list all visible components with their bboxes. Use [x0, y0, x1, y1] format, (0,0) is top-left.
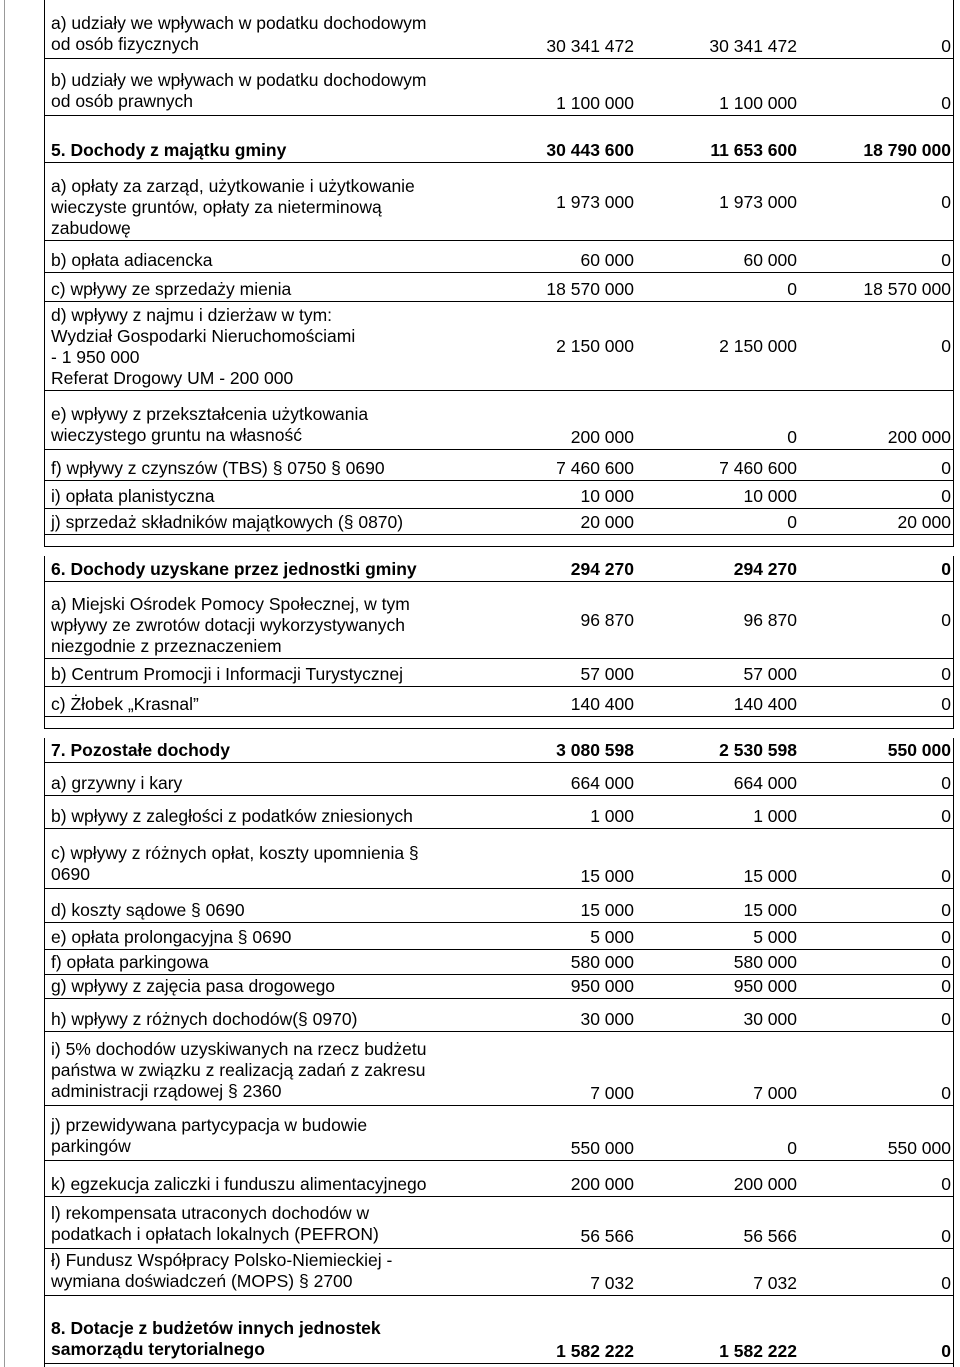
- row-label: [51, 458, 481, 479]
- column-rule-left-bottom: [44, 738, 45, 1367]
- row-label-line: l) rekompensata utraconych dochodów w: [51, 1203, 370, 1223]
- row-underline: [44, 58, 954, 59]
- current-value: 0: [787, 279, 797, 299]
- current-value: 7 460 600: [719, 458, 797, 478]
- current-value: 96 870: [743, 610, 797, 630]
- row-underline: [44, 1248, 954, 1249]
- property-value: 200 000: [887, 427, 951, 447]
- row-underline: [44, 508, 954, 509]
- row-label: [51, 13, 481, 55]
- row-label-line: parkingów: [51, 1136, 131, 1156]
- row-label: [51, 773, 481, 794]
- row-label-line: niezgodnie z przeznaczeniem: [51, 636, 282, 656]
- row-label-line: f) wpływy z czynszów (TBS) § 0750 § 0690: [51, 458, 385, 478]
- plan-value: 30 341 472: [546, 36, 634, 56]
- current-value: 30 000: [743, 1009, 797, 1029]
- row-label-line: i) 5% dochodów uzyskiwanych na rzecz budżetu: [51, 1039, 427, 1059]
- plan-value: 96 870: [580, 610, 634, 630]
- row-label: [51, 1039, 481, 1102]
- row-label-line: b) Centrum Promocji i Informacji Turystycznej: [51, 664, 404, 684]
- row-label: [51, 404, 481, 446]
- row-label: [51, 512, 481, 533]
- row-label-line: państwa w związku z realizacją zadań z zakresu: [51, 1060, 426, 1080]
- plan-value: 10 000: [580, 486, 634, 506]
- row-label-line: k) egzekucja zaliczki i funduszu alimentacyjnego: [51, 1174, 427, 1194]
- row-underline: [44, 686, 954, 687]
- row-label-line: f) opłata parkingowa: [51, 952, 209, 972]
- row-label-line: Referat Drogowy UM - 200 000: [51, 368, 294, 388]
- row-label: [51, 976, 481, 997]
- row-label-line: wymiana doświadczeń (MOPS) § 2700: [51, 1271, 353, 1291]
- row-underline: [44, 272, 954, 273]
- row-label-line: podatkach i opłatach lokalnych (PEFRON): [51, 1224, 379, 1244]
- row-underline: [44, 658, 954, 659]
- property-value: 0: [941, 486, 951, 506]
- row-underline: [44, 922, 954, 923]
- section-separator: [44, 546, 954, 547]
- property-value: 0: [941, 1273, 951, 1293]
- current-value: 56 566: [743, 1226, 797, 1246]
- current-value: 11 653 600: [710, 140, 797, 160]
- row-label-line: e) opłata prolongacyjna § 0690: [51, 927, 292, 947]
- plan-value: 664 000: [570, 773, 634, 793]
- row-underline: [44, 888, 954, 889]
- property-value: 0: [941, 976, 951, 996]
- row-label-line: a) opłaty za zarząd, użytkowanie i użytkowanie: [51, 176, 415, 196]
- row-label-line: c) Żłobek „Krasnal”: [51, 694, 199, 714]
- property-value: 20 000: [897, 512, 951, 532]
- row-label-line: wpływy ze zwrotów dotacji wykorzystywanych: [51, 615, 405, 635]
- plan-value: 1 000: [590, 806, 634, 826]
- plan-value: 7 032: [590, 1273, 634, 1293]
- row-label: [51, 250, 481, 271]
- row-label-line: od osób fizycznych: [51, 34, 199, 54]
- property-value: 0: [941, 610, 951, 630]
- row-label-line: 0690: [51, 864, 90, 884]
- row-label-line: ł) Fundusz Współpracy Polsko-Niemieckiej -: [51, 1250, 393, 1270]
- column-rule-right-bottom: [953, 738, 954, 1367]
- row-label-line: samorządu terytorialnego: [51, 1339, 265, 1359]
- plan-value: 5 000: [590, 927, 634, 947]
- property-value: 0: [941, 458, 951, 478]
- plan-value: 1 100 000: [556, 93, 634, 113]
- row-label-line: g) wpływy z zajęcia pasa drogowego: [51, 976, 336, 996]
- row-underline: [44, 480, 954, 481]
- row-label-line: wieczyste gruntów, opłaty za nieterminową: [51, 197, 382, 217]
- current-value: 1 582 222: [719, 1341, 797, 1361]
- plan-value: 18 570 000: [546, 279, 634, 299]
- plan-value: 294 270: [570, 559, 634, 579]
- row-underline: [44, 162, 954, 163]
- plan-value: 7 460 600: [556, 458, 634, 478]
- current-value: 7 032: [753, 1273, 797, 1293]
- row-label-line: 5. Dochody z majątku gminy: [51, 140, 287, 160]
- current-value: 2 530 598: [719, 740, 797, 760]
- row-label-line: d) wpływy z najmu i dzierżaw w tym:: [51, 305, 333, 325]
- row-underline: [44, 1196, 954, 1197]
- plan-value: 30 443 600: [546, 140, 634, 160]
- property-value: 0: [941, 927, 951, 947]
- row-underline: [44, 581, 954, 582]
- row-label: [51, 1009, 481, 1030]
- row-label: [51, 1203, 481, 1245]
- plan-value: 57 000: [580, 664, 634, 684]
- row-underline: [44, 762, 954, 763]
- row-underline: [44, 1105, 954, 1106]
- current-value: 664 000: [733, 773, 797, 793]
- row-label-line: c) wpływy ze sprzedaży mienia: [51, 279, 292, 299]
- row-label-line: i) opłata planistyczna: [51, 486, 215, 506]
- current-value: 2 150 000: [719, 336, 797, 356]
- row-underline: [44, 1031, 954, 1032]
- plan-value: 140 400: [570, 694, 634, 714]
- row-label-line: a) Miejski Ośrodek Pomocy Społecznej, w tym: [51, 594, 410, 614]
- row-underline: [44, 716, 954, 717]
- row-underline: [44, 974, 954, 975]
- current-value: 30 341 472: [709, 36, 797, 56]
- row-label-line: j) przewidywana partycypacja w budowie: [51, 1115, 368, 1135]
- property-value: 0: [941, 1083, 951, 1103]
- current-value: 140 400: [733, 694, 797, 714]
- row-label: [51, 70, 481, 112]
- row-label-line: od osób prawnych: [51, 91, 194, 111]
- row-label-line: h) wpływy z różnych dochodów(§ 0970): [51, 1009, 358, 1029]
- property-value: 0: [941, 1341, 951, 1361]
- current-value: 5 000: [753, 927, 797, 947]
- row-underline: [44, 1363, 954, 1364]
- row-label: [51, 1318, 481, 1360]
- row-underline: [44, 998, 954, 999]
- property-value: 0: [941, 1174, 951, 1194]
- current-value: 294 270: [733, 559, 797, 579]
- row-label-line: d) koszty sądowe § 0690: [51, 900, 245, 920]
- row-label-line: 8. Dotacje z budżetów innych jednostek: [51, 1318, 381, 1338]
- plan-value: 200 000: [570, 427, 634, 447]
- property-value: 0: [941, 1226, 951, 1246]
- property-value: 18 790 000: [863, 140, 951, 160]
- current-value: 580 000: [733, 952, 797, 972]
- row-label-line: b) udziały we wpływach w podatku dochodowym: [51, 70, 427, 90]
- current-value: 60 000: [743, 250, 797, 270]
- plan-value: 60 000: [580, 250, 634, 270]
- property-value: 0: [941, 664, 951, 684]
- current-value: 15 000: [743, 900, 797, 920]
- current-value: 1 100 000: [719, 93, 797, 113]
- row-underline: [44, 795, 954, 796]
- row-label-line: j) sprzedaż składników majątkowych (§ 0870): [51, 512, 404, 532]
- row-label-line: a) grzywny i kary: [51, 773, 183, 793]
- row-label: [51, 952, 481, 973]
- row-label-line: a) udziały we wpływach w podatku dochodowym: [51, 13, 427, 33]
- row-label: [51, 305, 481, 389]
- property-value: 0: [941, 773, 951, 793]
- plan-value: 550 000: [570, 1138, 634, 1158]
- row-label: [51, 664, 481, 685]
- row-underline: [44, 390, 954, 391]
- plan-value: 20 000: [580, 512, 634, 532]
- property-value: 0: [941, 1009, 951, 1029]
- plan-value: 200 000: [570, 1174, 634, 1194]
- current-value: 1 000: [753, 806, 797, 826]
- property-value: 0: [941, 900, 951, 920]
- row-label: [51, 927, 481, 948]
- current-value: 1 973 000: [719, 192, 797, 212]
- row-label-line: 6. Dochody uzyskane przez jednostki gminy: [51, 559, 417, 579]
- property-value: 0: [941, 336, 951, 356]
- page-margin-rule: [4, 0, 5, 1367]
- row-underline: [44, 949, 954, 950]
- current-value: 0: [787, 1138, 797, 1158]
- current-value: 200 000: [733, 1174, 797, 1194]
- plan-value: 950 000: [570, 976, 634, 996]
- row-underline: [44, 301, 954, 302]
- plan-value: 3 080 598: [556, 740, 634, 760]
- row-label: [51, 176, 481, 239]
- row-label-line: e) wpływy z przekształcenia użytkowania: [51, 404, 369, 424]
- property-value: 18 570 000: [863, 279, 951, 299]
- current-value: 7 000: [753, 1083, 797, 1103]
- plan-value: 15 000: [580, 900, 634, 920]
- property-value: 550 000: [887, 740, 951, 760]
- row-underline: [44, 1160, 954, 1161]
- plan-value: 56 566: [580, 1226, 634, 1246]
- row-label-line: wieczystego gruntu na własność: [51, 425, 302, 445]
- property-value: 550 000: [887, 1138, 951, 1158]
- row-label: [51, 140, 481, 161]
- plan-value: 1 582 222: [556, 1341, 634, 1361]
- row-label: [51, 559, 481, 580]
- row-underline: [44, 115, 954, 116]
- current-value: 10 000: [743, 486, 797, 506]
- plan-value: 15 000: [580, 866, 634, 886]
- row-label-line: b) wpływy z zaległości z podatków zniesionych: [51, 806, 413, 826]
- row-label-line: Wydział Gospodarki Nieruchomościami: [51, 326, 356, 346]
- property-value: 0: [941, 952, 951, 972]
- row-label-line: - 1 950 000: [51, 347, 140, 367]
- property-value: 0: [941, 250, 951, 270]
- property-value: 0: [941, 806, 951, 826]
- property-value: 0: [941, 192, 951, 212]
- current-value: 57 000: [743, 664, 797, 684]
- row-label: [51, 1250, 481, 1292]
- row-label-line: zabudowę: [51, 218, 131, 238]
- property-value: 0: [941, 93, 951, 113]
- row-label: [51, 486, 481, 507]
- row-label-line: b) opłata adiacencka: [51, 250, 213, 270]
- plan-value: 30 000: [580, 1009, 634, 1029]
- row-label-line: c) wpływy z różnych opłat, koszty upomnienia §: [51, 843, 419, 863]
- column-rule-right: [953, 0, 954, 546]
- row-label: [51, 1174, 481, 1195]
- row-underline: [44, 828, 954, 829]
- section-separator: [44, 728, 954, 729]
- plan-value: 580 000: [570, 952, 634, 972]
- row-underline: [44, 1295, 954, 1296]
- row-label-line: 7. Pozostałe dochody: [51, 740, 230, 760]
- row-underline: [44, 449, 954, 450]
- row-label: [51, 694, 481, 715]
- row-label-line: administracji rządowej § 2360: [51, 1081, 282, 1101]
- property-value: 0: [941, 36, 951, 56]
- row-label: [51, 843, 481, 885]
- row-label: [51, 740, 481, 761]
- row-underline: [44, 534, 954, 535]
- row-label: [51, 1115, 481, 1157]
- plan-value: 7 000: [590, 1083, 634, 1103]
- current-value: 0: [787, 512, 797, 532]
- row-label: [51, 900, 481, 921]
- plan-value: 1 973 000: [556, 192, 634, 212]
- row-label: [51, 594, 481, 657]
- property-value: 0: [941, 694, 951, 714]
- plan-value: 2 150 000: [556, 336, 634, 356]
- current-value: 950 000: [733, 976, 797, 996]
- row-label: [51, 279, 481, 300]
- property-value: 0: [941, 866, 951, 886]
- current-value: 15 000: [743, 866, 797, 886]
- current-value: 0: [787, 427, 797, 447]
- column-rule-left: [44, 0, 45, 546]
- property-value: 0: [941, 559, 951, 579]
- row-label: [51, 806, 481, 827]
- row-underline: [44, 240, 954, 241]
